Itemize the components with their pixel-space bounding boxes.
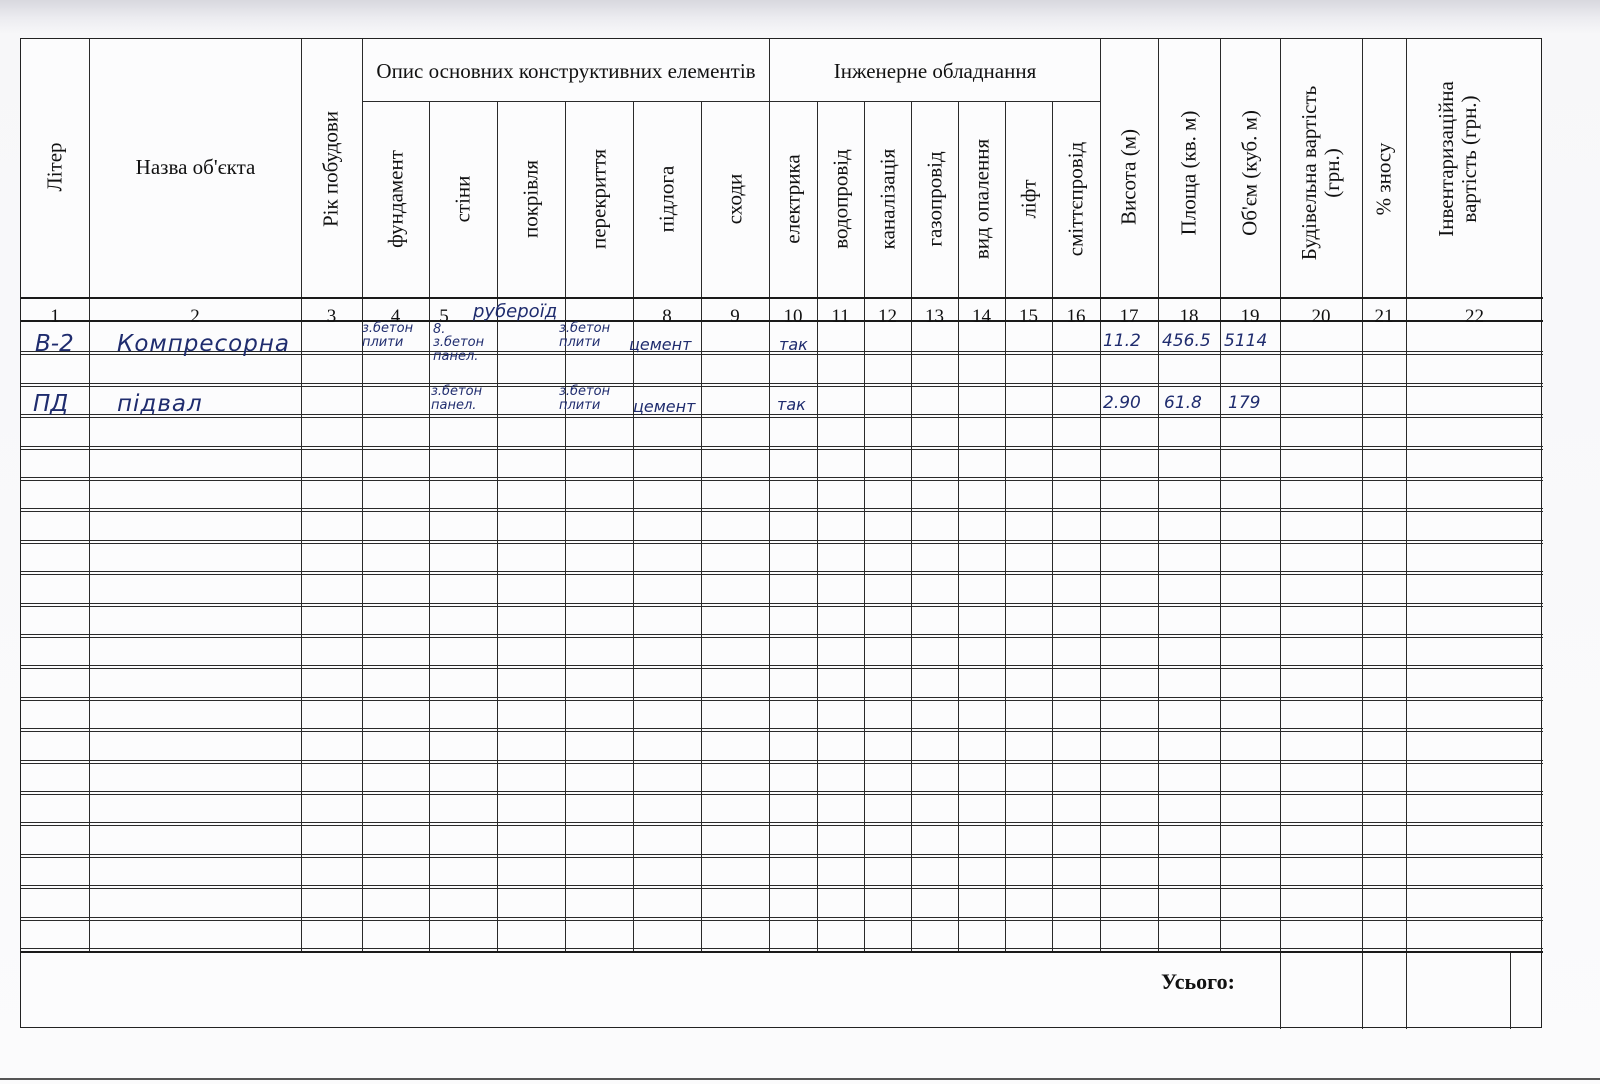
grid-line <box>565 101 566 951</box>
grid-line <box>21 446 1543 447</box>
column-number: 18 <box>1179 306 1199 327</box>
grid-line <box>21 543 1543 544</box>
column-number: 3 <box>326 306 337 327</box>
grid-line <box>864 101 865 951</box>
column-number: 14 <box>972 306 991 327</box>
grid-line <box>21 825 1543 826</box>
header-engineering-group: Інженерне обладнання <box>833 59 1037 83</box>
header-construction-cost-line1: Будівельна вартість <box>1297 85 1321 261</box>
grid-line <box>362 39 363 951</box>
grid-line <box>21 634 1543 635</box>
grid-line <box>1005 101 1006 951</box>
grid-line <box>21 540 1543 541</box>
grid-line <box>1220 39 1221 951</box>
column-number: 2 <box>190 306 200 327</box>
row1-electricity: так <box>779 335 808 354</box>
grid-line <box>497 101 498 951</box>
header-sewage: каналізація <box>875 148 900 250</box>
grid-line <box>21 571 1543 572</box>
grid-line <box>817 101 818 951</box>
grid-line <box>429 101 430 951</box>
grid-line <box>1100 39 1101 951</box>
column-number: 4 <box>390 306 401 327</box>
grid-line <box>21 606 1543 607</box>
column-number: 21 <box>1374 306 1394 327</box>
header-volume: Об'єм (куб. м) <box>1237 110 1262 236</box>
grid-line <box>362 101 769 102</box>
header-area: Площа (кв. м) <box>1176 110 1201 236</box>
grid-line <box>21 386 1543 387</box>
grid-line <box>21 917 1543 918</box>
row1-liter: В-2 <box>35 331 74 357</box>
grid-line <box>21 888 1543 889</box>
row2-name: підвал <box>117 391 203 417</box>
column-number: 19 <box>1240 306 1260 327</box>
header-construction-cost <box>1298 86 1344 260</box>
header-gas: газопровід <box>922 151 947 247</box>
row1-volume: 5114 <box>1224 331 1268 351</box>
column-number: 17 <box>1119 306 1139 327</box>
row2-walls: з.бетон панел. <box>431 384 483 413</box>
grid-line <box>21 951 1543 953</box>
grid-line <box>1362 39 1363 1029</box>
handwritten-overlay-roofing: рубероїд <box>473 301 558 322</box>
grid-line <box>21 603 1543 604</box>
grid-line <box>21 414 1543 415</box>
grid-line <box>21 637 1543 638</box>
row1-foundation: з.бетон плити <box>362 321 414 350</box>
column-number: 20 <box>1311 306 1331 327</box>
column-number: 22 <box>1465 306 1484 327</box>
grid-line <box>1510 951 1511 1029</box>
row1-height: 11.2 <box>1103 331 1141 351</box>
row1-area: 456.5 <box>1162 331 1211 351</box>
grid-line <box>21 697 1543 698</box>
header-construction-cost-line2: (грн.) <box>1320 148 1344 198</box>
grid-line <box>21 885 1543 886</box>
header-inventory-cost-line1: Інвентаризаційна <box>1434 81 1458 237</box>
header-electricity: електрика <box>780 154 805 244</box>
header-inventory-cost-line2: вартість (грн.) <box>1457 95 1481 223</box>
grid-line <box>21 731 1543 732</box>
column-number: 1 <box>50 306 60 327</box>
column-number: 13 <box>925 306 944 327</box>
header-ceiling: перекриття <box>586 148 611 250</box>
row2-area: 61.8 <box>1164 393 1202 413</box>
grid-line <box>21 948 1543 949</box>
grid-line <box>21 760 1543 761</box>
grid-line <box>21 480 1543 481</box>
grid-line <box>21 665 1543 666</box>
grid-line <box>21 791 1543 792</box>
row1-walls-top: 8. <box>433 322 446 337</box>
row2-electricity: так <box>777 395 806 414</box>
header-garbage-chute: сміттєпровід <box>1063 141 1088 257</box>
grid-line <box>21 857 1543 858</box>
grid-line <box>1158 39 1159 951</box>
grid-line <box>21 728 1543 729</box>
total-label: Усього: <box>1161 969 1235 994</box>
grid-line <box>769 39 770 951</box>
row2-liter: ПД <box>33 391 69 417</box>
header-object-name: Назва об'єкта <box>135 155 256 179</box>
grid-line <box>21 668 1543 669</box>
column-number: 12 <box>878 306 897 327</box>
grid-line <box>701 101 702 951</box>
row1-walls: з.бетон панел. <box>433 335 485 364</box>
page-edge-line <box>0 1078 1600 1080</box>
column-number: 5 <box>439 306 449 327</box>
grid-line <box>21 794 1543 795</box>
header-roof: покрівля <box>518 159 543 239</box>
column-number: 11 <box>831 306 850 327</box>
column-number: 16 <box>1066 306 1086 327</box>
header-height: Висота (м) <box>1116 128 1141 226</box>
grid-line <box>21 449 1543 450</box>
grid-line <box>21 822 1543 823</box>
grid-line <box>1280 39 1281 1029</box>
grid-line <box>21 508 1543 509</box>
header-stairs: сходи <box>722 173 747 225</box>
grid-line <box>769 101 1100 102</box>
grid-line <box>21 854 1543 855</box>
grid-line <box>21 383 1543 384</box>
column-number: 9 <box>730 306 740 327</box>
grid-line <box>301 39 302 951</box>
header-structural-group: Опис основних конструктивних елементів <box>376 58 756 83</box>
column-number: 15 <box>1019 306 1038 327</box>
row2-ceiling: з.бетон плити <box>559 384 611 413</box>
grid-line <box>21 511 1543 512</box>
inventory-form-table <box>20 38 1542 1028</box>
header-wear: % зносу <box>1371 142 1396 216</box>
grid-line <box>21 417 1543 418</box>
row2-height: 2.90 <box>1103 393 1141 413</box>
header-foundation: фундамент <box>383 150 408 248</box>
header-heating: вид опалення <box>969 138 994 260</box>
grid-line <box>958 101 959 951</box>
row2-volume: 179 <box>1228 393 1261 413</box>
header-inventory-cost <box>1435 81 1481 237</box>
row1-name: Компресорна <box>117 331 290 357</box>
column-number: 8 <box>662 306 672 327</box>
grid-line <box>1052 101 1053 951</box>
grid-line <box>21 763 1543 764</box>
grid-line <box>21 477 1543 478</box>
header-floor: підлога <box>654 165 679 233</box>
grid-line <box>633 101 634 951</box>
grid-line <box>21 297 1543 299</box>
grid-line <box>21 920 1543 921</box>
header-walls: стіни <box>450 175 475 223</box>
grid-line <box>911 101 912 951</box>
grid-line <box>21 700 1543 701</box>
row1-ceiling: з.бетон плити <box>559 321 611 350</box>
grid-line <box>1406 39 1407 1029</box>
row1-floor: цемент <box>629 335 692 354</box>
header-lift: ліфт <box>1016 179 1041 219</box>
column-number: 10 <box>783 306 803 327</box>
row2-floor: цемент <box>633 397 696 416</box>
header-year-built: Рік побудови <box>318 110 343 228</box>
header-liter: Літер <box>42 142 67 192</box>
header-water: водопровід <box>828 149 853 249</box>
grid-line <box>21 574 1543 575</box>
